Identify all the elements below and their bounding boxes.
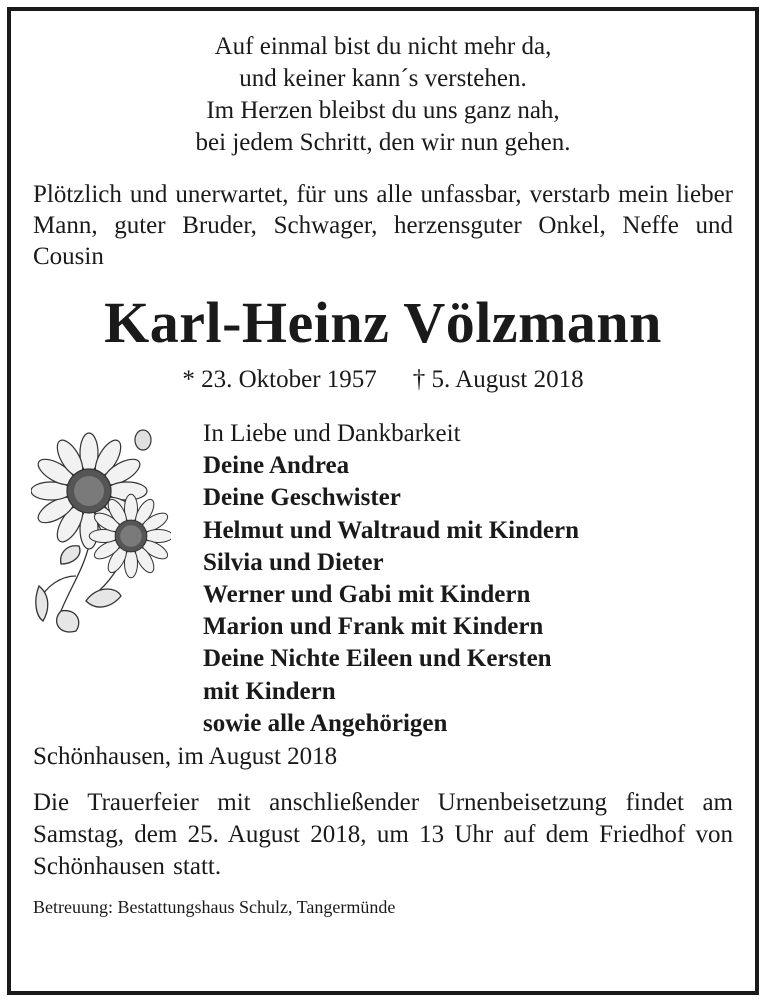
poem-line: Im Herzen bleibst du uns ganz nah, — [206, 97, 560, 124]
mourner-name: Deine Nichte Eileen und Kersten — [203, 645, 552, 673]
mourner-name: sowie alle Angehörigen — [203, 709, 448, 737]
mourner-name: Silvia und Dieter — [203, 548, 384, 576]
obituary-content — [33, 27, 733, 919]
death-date: † 5. August 2018 — [412, 366, 584, 393]
mourner-name: Werner und Gabi mit Kindern — [203, 581, 531, 609]
mourner-name: mit Kindern — [203, 677, 336, 705]
birth-date: * 23. Oktober 1957 — [182, 366, 377, 393]
deceased-name: Karl-Heinz Völzmann — [104, 290, 662, 355]
mourner-name: Deine Geschwister — [203, 484, 401, 512]
funeral-home-credit: Betreuung: Bestattungshaus Schulz, Tangermünde — [33, 897, 396, 917]
obituary-frame — [7, 7, 759, 995]
poem-line: Auf einmal bist du nicht mehr da, — [214, 33, 552, 60]
mourner-name: Deine Andrea — [203, 452, 350, 480]
life-dates — [33, 364, 733, 396]
poem — [33, 31, 733, 159]
mourners-list — [203, 418, 579, 740]
sunflower-icon — [31, 426, 171, 636]
intro-text: Plötzlich und unerwartet, für uns alle unfassbar, verstarb mein lieber Mann, guter Bruder, Schwager, herzensguter Onkel, Neffe und Cousin — [33, 181, 733, 270]
place-date: Schönhausen, im August 2018 — [33, 743, 338, 770]
poem-line: und keiner kann´s verstehen. — [239, 65, 527, 92]
mourner-name: Helmut und Waltraud mit Kindern — [203, 516, 579, 544]
funeral-notice: Die Trauerfeier mit anschließender Urnenbeisetzung findet am Samstag, dem 25. August 2018, um 13 Uhr auf dem Friedhof von Schönhausen statt. — [33, 789, 733, 880]
mourners-section — [33, 418, 733, 737]
mourner-name: Marion und Frank mit Kindern — [203, 613, 544, 641]
poem-line: bei jedem Schritt, den wir nun gehen. — [195, 129, 571, 156]
mourners-lead: In Liebe und Dankbarkeit — [203, 420, 461, 447]
